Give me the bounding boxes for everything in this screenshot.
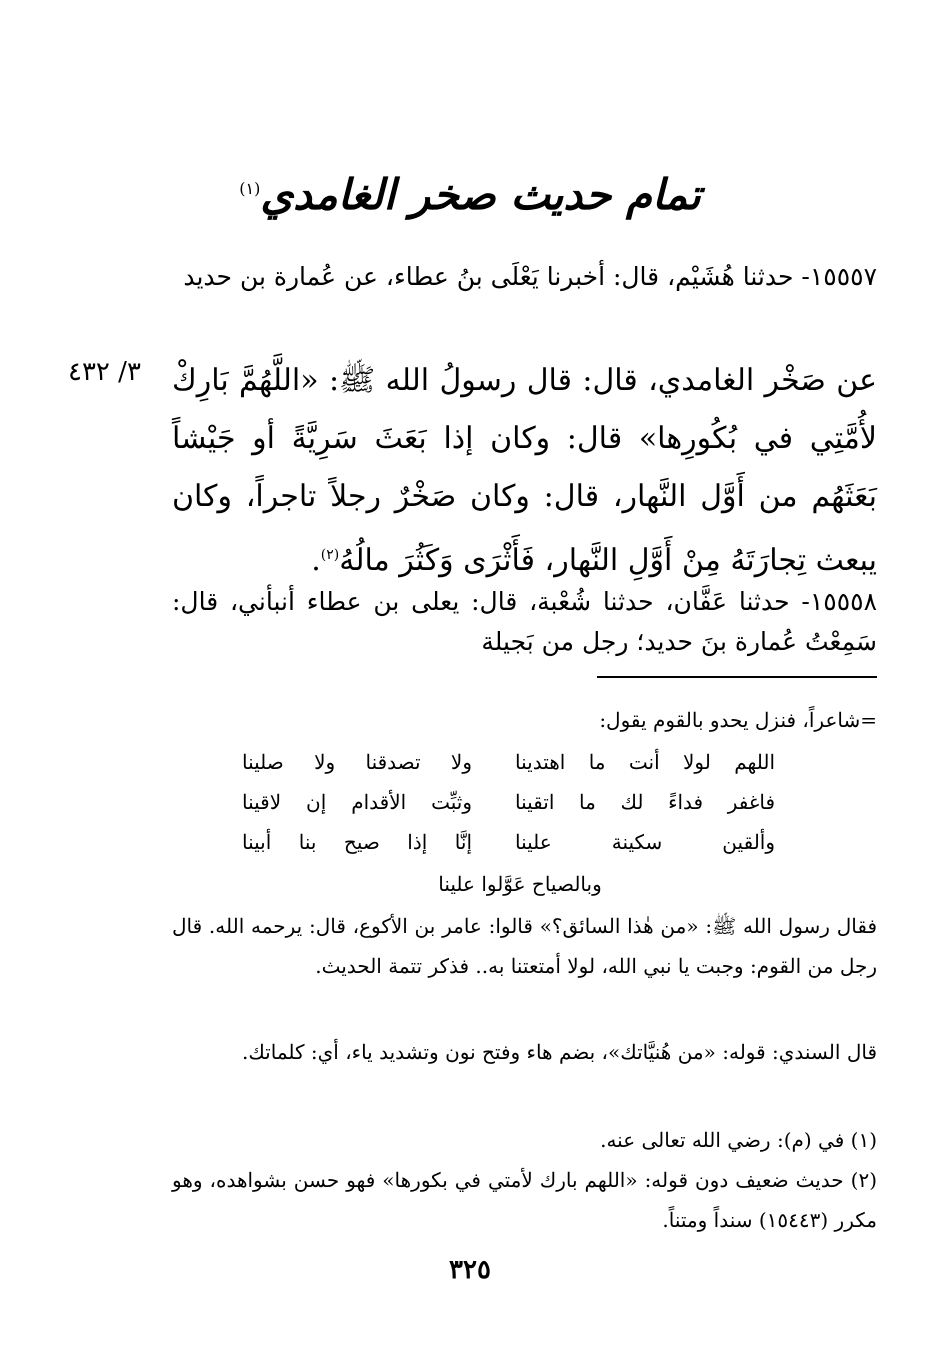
main-footnote-marker: (٢) bbox=[320, 547, 340, 563]
verse-hemistich-left: وثبِّت الأقدام إن لاقينا bbox=[242, 790, 472, 814]
hadith-15557: ١٥٥٥٧- حدثنا هُشَيْم، قال: أخبرنا يَعْلَى بنُ عطاء، عن عُمارة بن حديد bbox=[183, 262, 877, 291]
verse-hemistich-left: إنَّا إذا صيح بنا أبينا bbox=[242, 830, 472, 854]
verse-hemistich-right: اللهم لولا أنت ما اهتدينا bbox=[515, 750, 775, 774]
verse-hemistich-left: ولا تصدقنا ولا صلينا bbox=[242, 750, 472, 774]
verse-line bbox=[230, 822, 775, 862]
footnote-sindi: قال السندي: قوله: «من هُنيَّاتك»، بضم هاء وفتح نون وتشديد ياء، أي: كلماتك. bbox=[241, 1040, 877, 1064]
page-number: ٣٢٥ bbox=[449, 1255, 491, 1285]
main-end-punct: . bbox=[311, 543, 321, 578]
footnote-1: (١) في (م): رضي الله تعالى عنه. bbox=[600, 1128, 877, 1152]
verse-line bbox=[230, 742, 775, 782]
hadith-main-text bbox=[172, 352, 877, 590]
footnote-divider bbox=[597, 676, 877, 678]
footnote-2: (٢) حديث ضعيف دون قوله: «اللهم بارك لأمتي في بكورها» فهو حسن بشواهده، وهو مكرر (١٥٤٤٣) سنداً ومتناً. bbox=[172, 1168, 877, 1232]
footnote-paragraph: فقال رسول الله ﷺ: «من هٰذا السائق؟» قالوا: عامر بن الأكوع، قال: يرحمه الله. قال رجل من القوم: وجبت يا نبي الله، لولا أمتعتنا به.. فذكر تتمة الحديث. bbox=[172, 914, 877, 978]
footnote-intro: =شاعراً، فنزل يحدو بالقوم يقول: bbox=[599, 708, 877, 732]
verse-line bbox=[230, 782, 775, 822]
verse-hemistich-right: فاغفر فداءً لك ما اتقينا bbox=[515, 790, 775, 814]
chapter-title bbox=[170, 170, 770, 219]
hadith-main-body: عن صَخْر الغامدي، قال: قال رسولُ الله ﷺ: «اللَّهُمَّ بَارِكْ لأُمَّتِي في بُكُورِها» قال: وكان إذا بَعَثَ سَرِيَّةً أو جَيْشاً بَعَثَهُم من أَوَّل النَّهار، قال: وكان صَخْرٌ رجلاً تاجراً، وكان يبعث تِجارَتَهُ مِنْ أَوَّلِ النَّهار، فَأَثْرَى وَكَثُرَ مالُهُ bbox=[172, 363, 877, 578]
chapter-title-text: تمام حديث صخر الغامدي bbox=[260, 170, 701, 219]
hadith-15558: ١٥٥٥٨- حدثنا عَفَّان، حدثنا شُعْبة، قال: يعلى بن عطاء أنبأني، قال: سَمِعْتُ عُمارة بنَ حديد؛ رجل من بَجيلة bbox=[172, 587, 877, 656]
margin-reference: ٣/ ٤٣٢ bbox=[68, 357, 141, 387]
title-footnote-marker: (١) bbox=[239, 179, 261, 198]
verse-final-line: وبالصياح عَوَّلوا علينا bbox=[438, 872, 602, 896]
verse-hemistich-right: وألقين سكينة علينا bbox=[515, 830, 775, 854]
